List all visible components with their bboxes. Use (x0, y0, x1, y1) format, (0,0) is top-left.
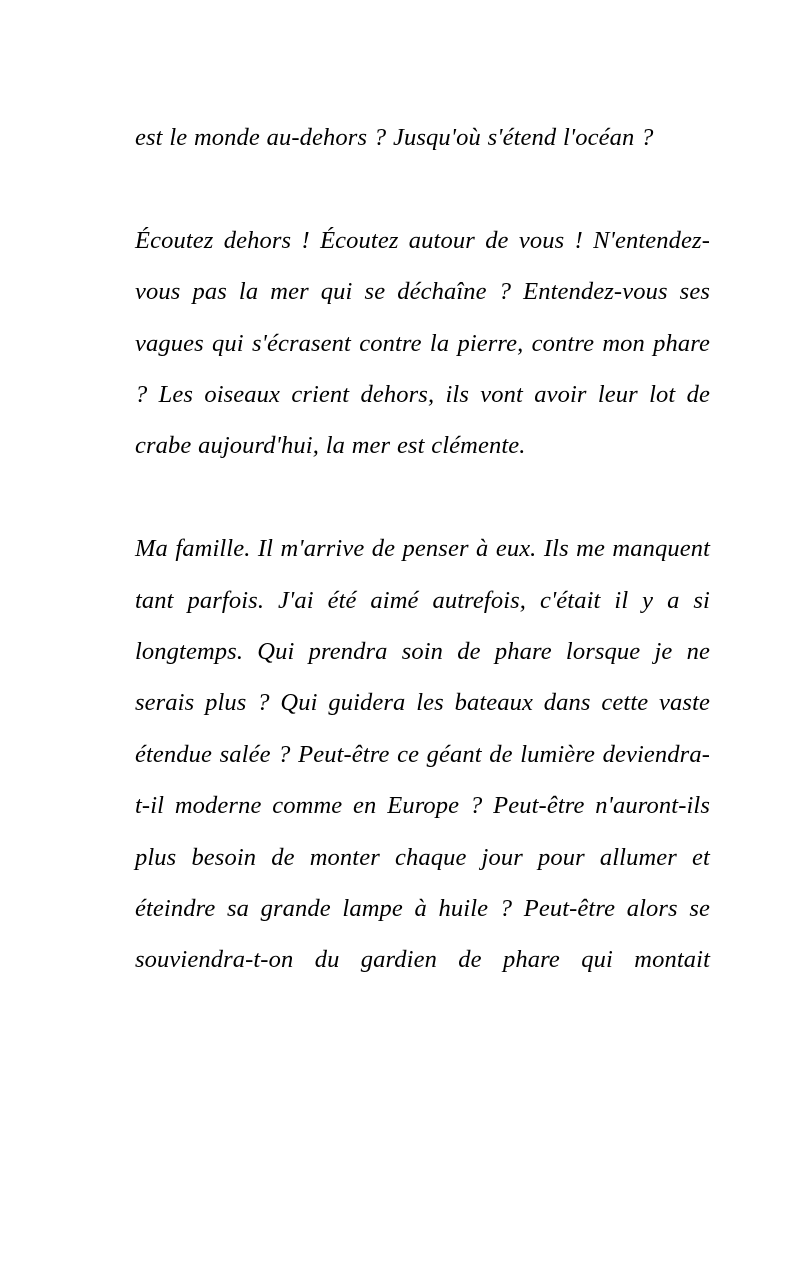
paragraph-3: Ma famille. Il m'arrive de penser à eux. Ils me manquent tant parfois. J'ai été aimé autrefois, c'était il y a si longtemps. Qui prendra soin de phare lorsque je ne serais plus ? Qui guidera les bateaux dans cette vaste étendue salée ? Peut-être ce géant de lumière deviendra-t-il moderne comme en Europe ? Peut-être n'auront-ils plus besoin de monter chaque jour pour allumer et éteindre sa grande lampe à huile ? Peut-être alors se souviendra-t-on du gardien de phare qui montait (135, 535, 710, 974)
paragraph-2: Écoutez dehors ! Écoutez autour de vous ! N'entendez-vous pas la mer qui se déchaîne ? Entendez-vous ses vagues qui s'écrasent contre la pierre, contre mon phare ? Les oiseaux crient dehors, ils vont avoir leur lot de crabe aujourd'hui, la mer est clémente. (135, 226, 710, 460)
page-text-body (135, 112, 710, 986)
paragraph-1: est le monde au-dehors ? Jusqu'où s'étend l'océan ? (135, 124, 654, 151)
